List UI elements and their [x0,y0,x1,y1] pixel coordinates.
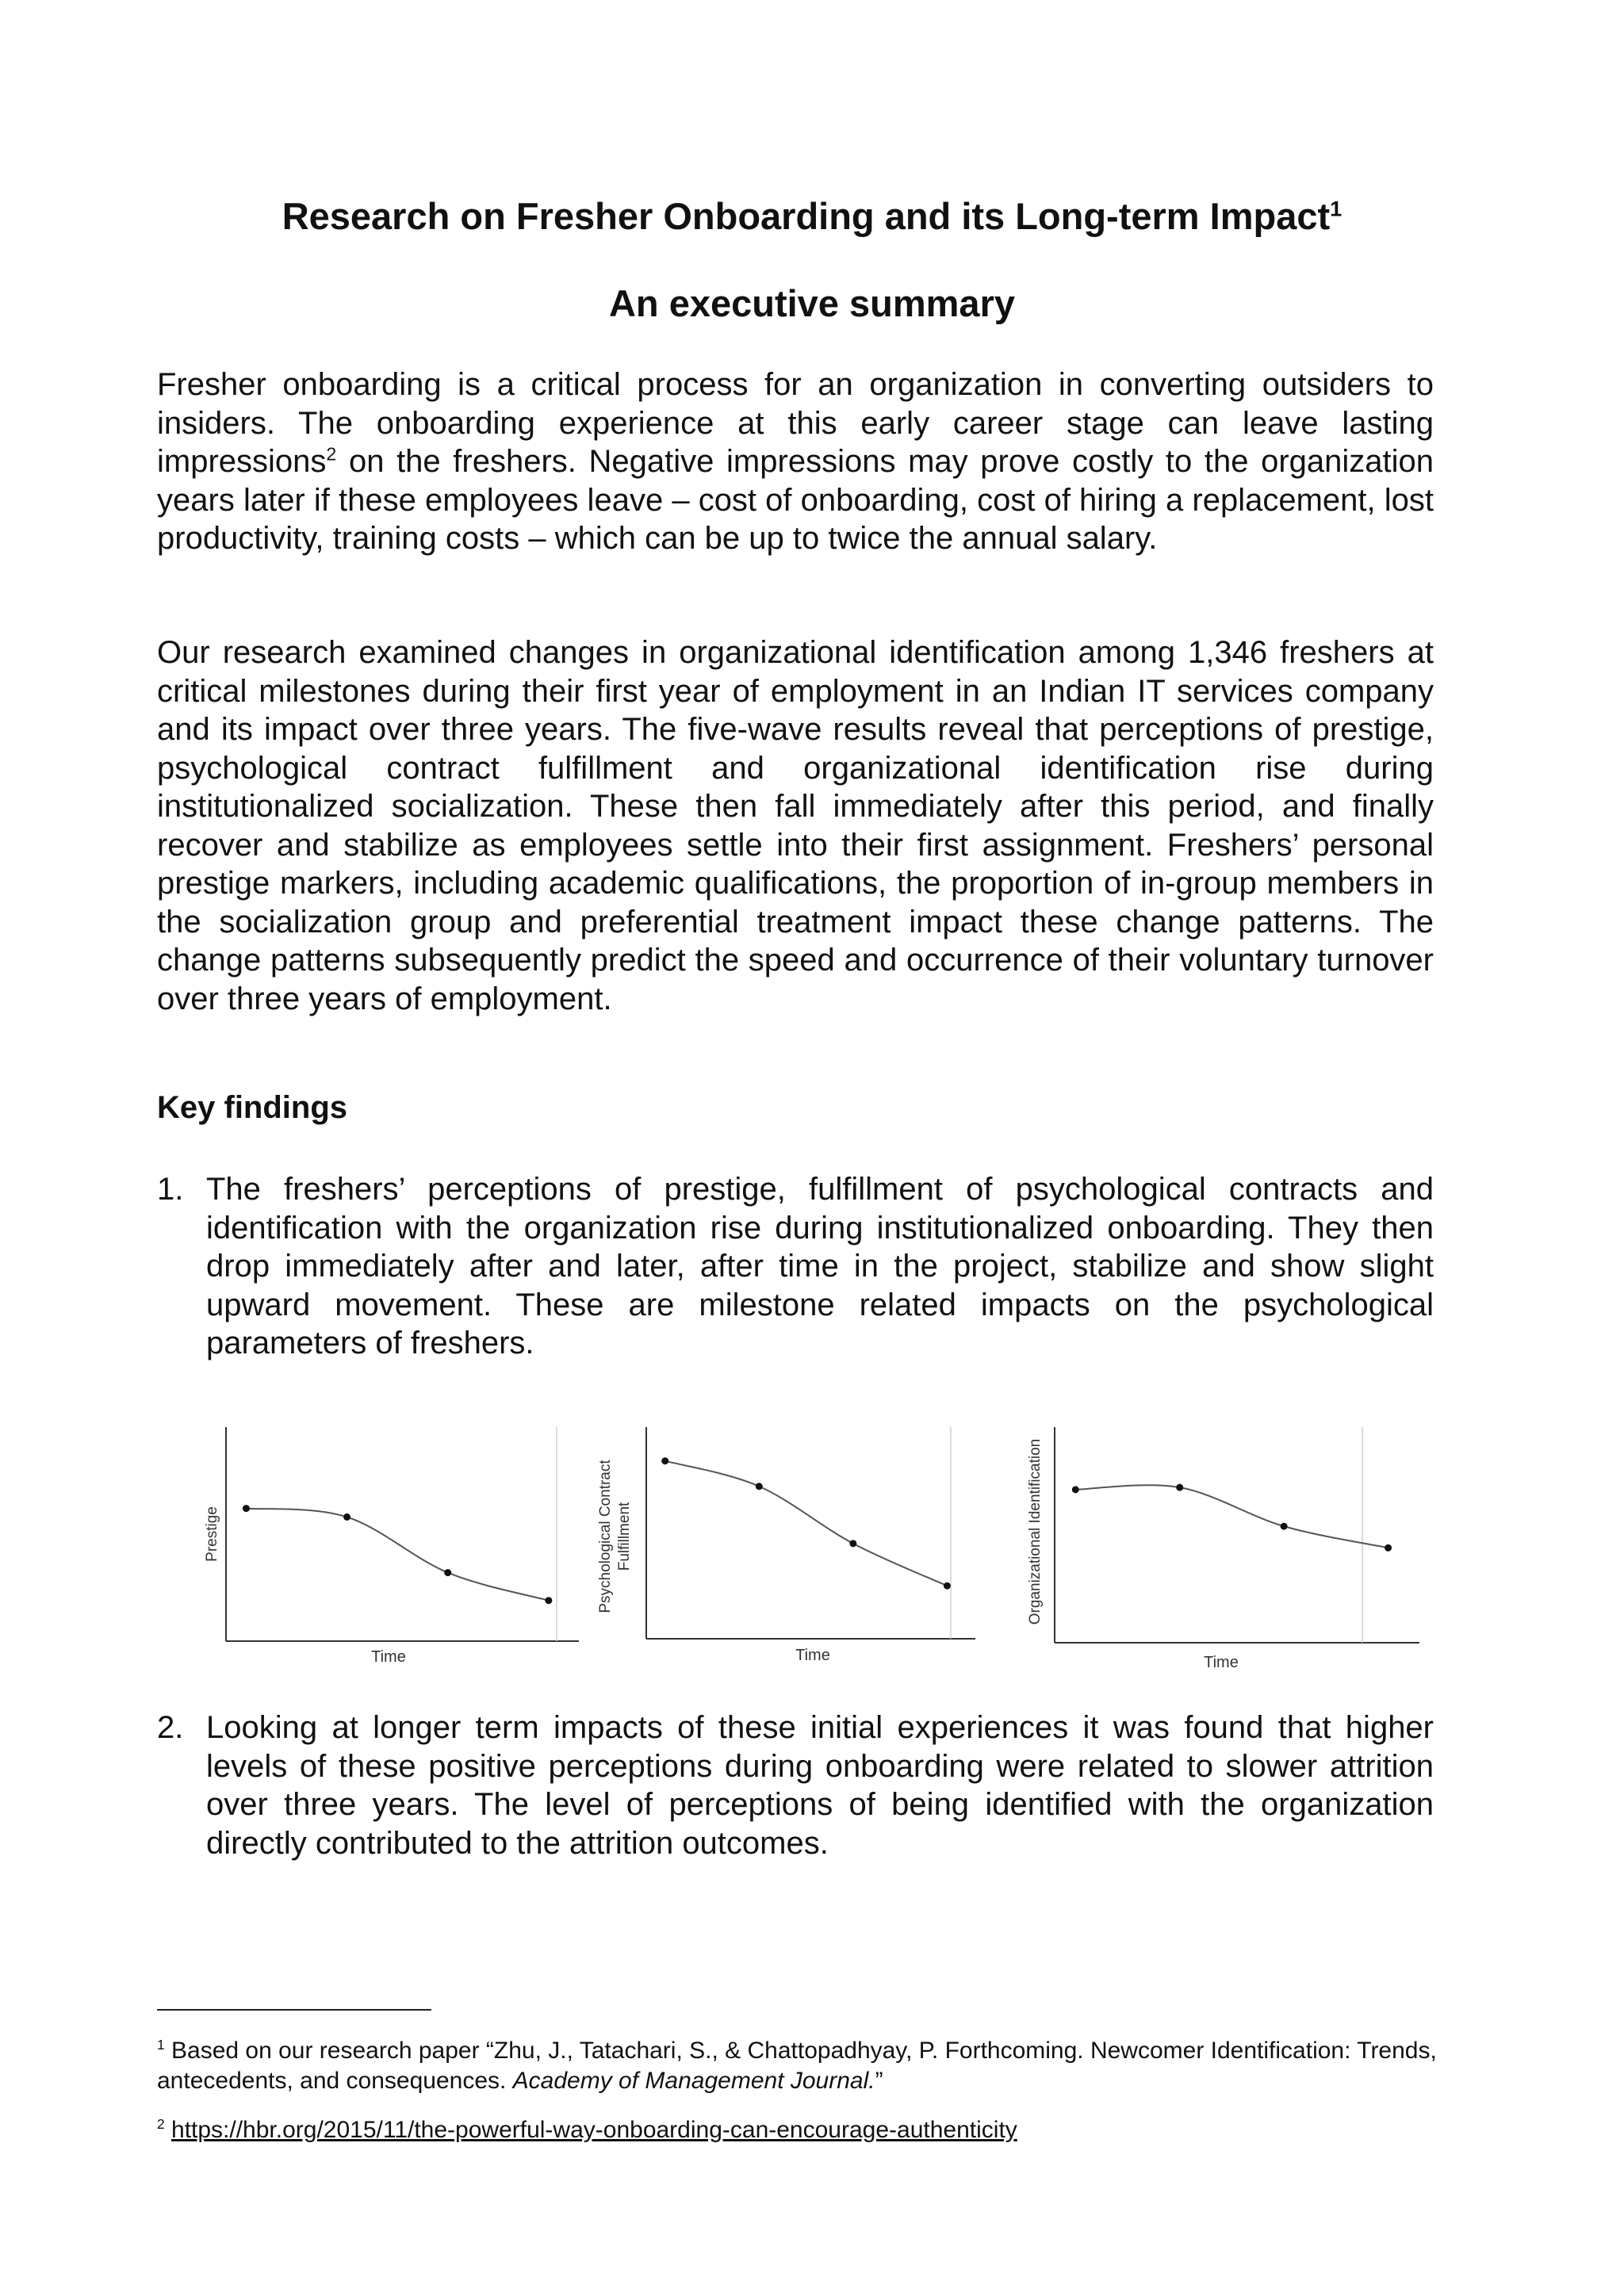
title-footnote-mark: 1 [1330,196,1342,221]
footnote-text-end: ” [875,2068,883,2094]
footnote-1 [157,2036,1457,2096]
y-axis-label-line-1: Psychological Contract [597,1460,614,1613]
series-line [246,1509,548,1601]
y-axis-label: Prestige [204,1506,220,1562]
prestige-chart [202,1419,583,1689]
footnote-text: Based on our research paper “Zhu, J., Tatachari, S., & Chattopadhyay, P. Forthcoming. Newcomer Identification: Trends, antecedents, and consequences. [157,2038,1437,2094]
finding-item-1 [157,1170,1434,1363]
prestige-chart-svg [202,1419,583,1689]
psychological-contract-chart-svg [599,1419,979,1689]
data-point-1 [661,1457,668,1464]
intro-paragraph [157,365,1434,558]
psychological-contract-chart [599,1419,979,1689]
data-point-3 [849,1540,856,1547]
organizational-identification-chart-svg [1023,1419,1427,1689]
finding-number: 1. [157,1172,184,1207]
data-point-2 [756,1483,763,1490]
data-point-4 [944,1582,951,1590]
title-text: Research on Fresher Onboarding and its Long-term Impact [282,195,1331,237]
data-point-2 [343,1513,350,1521]
document-title [0,194,1624,238]
x-axis-label: Time [371,1648,406,1666]
series-line [1075,1485,1388,1548]
data-point-3 [1281,1523,1288,1530]
footnote-2 [157,2115,1457,2145]
footnote-link[interactable]: https://hbr.org/2015/11/the-powerful-way-onboarding-can-encourage-authenticity [171,2117,1017,2143]
y-axis-label [597,1460,633,1613]
document-subtitle: An executive summary [608,282,1016,324]
y-axis-label: Organizational Identification [1027,1438,1044,1625]
data-point-2 [1176,1484,1183,1491]
finding-text: The freshers’ perceptions of prestige, fulfillment of psychological contracts and identification with the organization rise during institutionalized onboarding. They then drop immediately after and later, after time in the project, stabilize and show slight upward movement. These are milestone related impacts on the psychological parameters of freshers. [206,1172,1434,1360]
organizational-identification-chart [1023,1419,1427,1689]
y-axis-label-line-2: Fulfillment [616,1502,633,1571]
finding-item-2 [157,1709,1434,1862]
series-line [665,1461,948,1586]
intro-footnote-mark: 2 [326,443,337,465]
data-point-4 [1385,1544,1392,1552]
footnote-mark: 1 [157,2037,165,2053]
intro-text-after-note: on the freshers. Negative impressions may prove costly to the organization years later if these employees leave – cost of onboarding, cost of hiring a replacement, lost productivity, training costs – which can be up to twice the annual salary. [157,444,1434,556]
data-points [243,1505,552,1604]
data-point-1 [243,1505,250,1512]
x-axis-label: Time [795,1647,830,1664]
intro-text-before-note: Fresher onboarding is a critical process for an organization in converting outsiders to insiders. The onboarding experience at this early career stage can leave lasting impressions [157,367,1434,479]
data-points [1072,1484,1392,1552]
key-findings-heading: Key findings [157,1090,348,1125]
finding-text: Looking at longer term impacts of these initial experiences it was found that higher levels of these positive perceptions during onboarding were related to slower attrition over three years. The level of perceptions of being identified with the organization directly contributed to the attrition outcomes. [206,1710,1434,1861]
data-point-4 [545,1597,552,1604]
x-axis-label: Time [1204,1654,1239,1671]
data-point-1 [1072,1486,1079,1493]
footnote-mark: 2 [157,2116,165,2132]
data-point-3 [444,1569,451,1576]
research-paragraph: Our research examined changes in organizational identification among 1,346 freshers at critical milestones during their first year of employment in an Indian IT services company and its impact over three years. The five-wave results reveal that perceptions of prestige, psychological contract fulfillment and organizational identification rise during institutionalized socialization. These then fall immediately after this period, and finally recover and stabilize as employees settle into their first assignment. Freshers’ personal prestige markers, including academic qualifications, the proportion of in-group members in the socialization group and preferential treatment impact these change patterns. The change patterns subsequently predict the speed and occurrence of their voluntary turnover over three years of employment. [157,635,1434,1016]
footnote-separator [157,2009,431,2011]
finding-number: 2. [157,1710,184,1745]
journal-name: Academy of Management Journal. [512,2068,875,2094]
